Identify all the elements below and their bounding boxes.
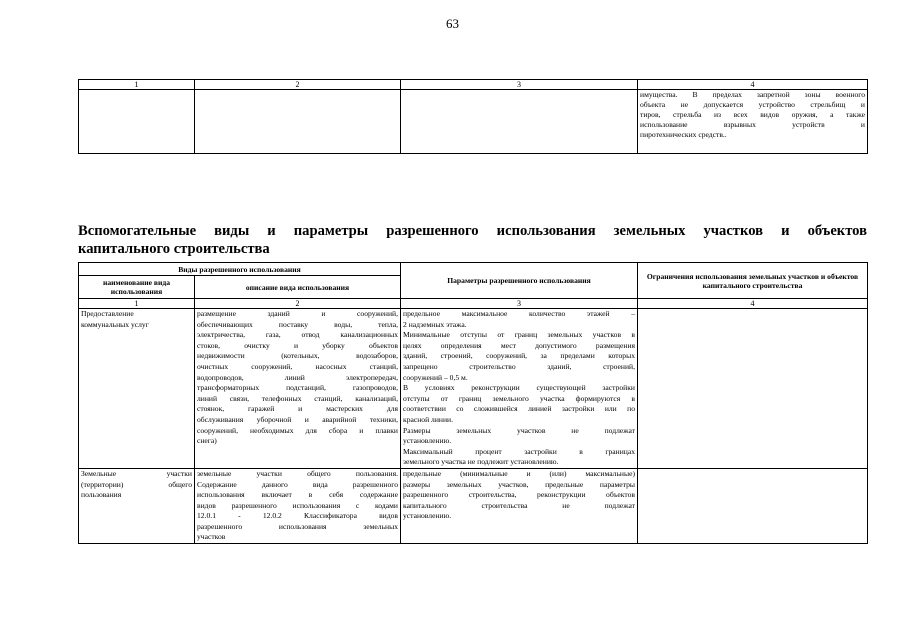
text-line: разрешенного использования земельных xyxy=(197,521,398,531)
empty-cell xyxy=(79,90,195,154)
continuation-table xyxy=(78,79,868,154)
column-number-row xyxy=(79,299,868,309)
text-line: (территории) общего xyxy=(81,479,192,489)
column-number: 4 xyxy=(638,299,868,309)
column-number: 3 xyxy=(401,80,638,90)
section-title-line: Вспомогательные виды и параметры разрешенного использования земельных участков и объектов xyxy=(78,223,867,239)
text-line: разрешенного строительства, реконструкции объектов xyxy=(403,490,635,500)
text-line: 2 надземных этажа. xyxy=(403,319,467,329)
header-name: наименование вида использования xyxy=(79,276,195,299)
text-line: размещение зданий и сооружений, xyxy=(197,309,398,318)
text-line: Размеры земельных участков не подлежат xyxy=(403,425,635,435)
text-line: установлению. xyxy=(403,436,452,446)
text-line: объекта не допускается устройство стрельбищ и xyxy=(640,100,865,109)
column-number: 4 xyxy=(638,80,868,90)
restrictions-cell xyxy=(638,309,868,469)
text-line: обеспечивающих поставку воды, тепла, xyxy=(197,319,398,329)
restriction-cell xyxy=(638,90,868,154)
text-line: сооружений – 0,5 м. xyxy=(403,372,468,382)
text-line: отступы от границ земельного участка формируются в xyxy=(403,393,635,403)
text-line: Содержание данного вида разрешенного xyxy=(197,479,398,489)
text-line: коммунальных услуг xyxy=(81,319,149,329)
text-line: водопроводов, линий электропередач, xyxy=(197,372,398,382)
parameters-cell xyxy=(401,468,638,543)
table-row xyxy=(79,90,868,154)
text-line: пиротехнических средств.. xyxy=(640,130,727,139)
text-line: сооружений, необходимых для сбора и плавки xyxy=(197,425,398,435)
table-row xyxy=(79,468,868,543)
section-title xyxy=(78,222,867,258)
text-line: тиров, стрельба из всех видов оружия, а также xyxy=(640,110,865,119)
header-row xyxy=(79,263,868,276)
text-line: Максимальный процент застройки в границах xyxy=(403,446,635,456)
text-line: использование взрывных устройств и xyxy=(640,120,865,129)
text-line: имущества. В пределах запретной зоны военного xyxy=(640,90,865,99)
text-line: участков xyxy=(197,532,226,542)
text-line: зданий, строений, сооружений, за пределами которых xyxy=(403,351,635,361)
column-number: 2 xyxy=(195,80,401,90)
text-line: Предоставление xyxy=(81,309,134,318)
text-line: видов разрешенного использования с кодами xyxy=(197,500,398,510)
text-line: земельные участки общего пользования. xyxy=(197,468,398,478)
group-header: Виды разрешенного использования xyxy=(79,263,401,276)
column-number: 3 xyxy=(401,299,638,309)
text-line: стоков, очистку и уборку объектов xyxy=(197,340,398,350)
text-line: 12.0.1 - 12.0.2 Классификатора видов xyxy=(197,511,398,521)
text-line: пользования xyxy=(81,490,122,500)
column-number: 1 xyxy=(79,80,195,90)
text-line: красной линии. xyxy=(403,414,453,424)
use-description-cell xyxy=(195,468,401,543)
column-number: 2 xyxy=(195,299,401,309)
header-description: описание вида использования xyxy=(195,276,401,299)
text-line: недвижимости (котельных, водозаборов, xyxy=(197,351,398,361)
use-name-cell xyxy=(79,468,195,543)
column-number-row xyxy=(79,80,868,90)
text-line: использования включает в себя содержание xyxy=(197,490,398,500)
text-line: предельные (минимальные и (или) максимальные) xyxy=(403,468,635,478)
text-line: соответствии со сложившейся линией застройки или по xyxy=(403,404,635,414)
table-row xyxy=(79,309,868,469)
text-line: Земельные участки xyxy=(81,468,192,478)
text-line: стоянок, гаражей и мастерских для xyxy=(197,404,398,414)
header-parameters: Параметры разрешенного использования xyxy=(401,263,638,299)
text-line: обслуживания уборочной и аварийной техники, xyxy=(197,414,398,424)
text-line: установлению. xyxy=(403,511,452,521)
text-line: линий связи, телефонных станций, канализаций, xyxy=(197,393,398,403)
text-line: целях определения мест допустимого размещения xyxy=(403,340,635,350)
use-name-cell xyxy=(79,309,195,469)
text-line: земельного участка не подлежит установлению. xyxy=(403,457,559,467)
parameters-cell xyxy=(401,309,638,469)
empty-cell xyxy=(195,90,401,154)
header-restrictions: Ограничения использования земельных участков и объектов капитального строительства xyxy=(638,263,868,299)
section-title-line: капитального строительства xyxy=(78,241,270,257)
restrictions-cell xyxy=(638,468,868,543)
permitted-use-table xyxy=(78,262,868,544)
text-line: размеры земельных участков, предельные параметры xyxy=(403,479,635,489)
column-number: 1 xyxy=(79,299,195,309)
empty-cell xyxy=(401,90,638,154)
text-line: В условиях реконструкции существующей застройки xyxy=(403,383,635,393)
text-line: трансформаторных подстанций, газопроводов, xyxy=(197,383,398,393)
text-line: Минимальные отступы от границ земельных участков в xyxy=(403,330,635,340)
text-line: очистных сооружений, насосных станций, xyxy=(197,361,398,371)
text-line: снега) xyxy=(197,436,217,446)
text-line: капитального строительства не подлежат xyxy=(403,500,635,510)
text-line: электричества, газа, отвод канализационных xyxy=(197,330,398,340)
use-description-cell xyxy=(195,309,401,469)
page-number: 63 xyxy=(446,16,459,31)
text-line: предельное максимальное количество этажей – xyxy=(403,309,635,318)
text-line: запрещено строительство зданий, строений, xyxy=(403,361,635,371)
